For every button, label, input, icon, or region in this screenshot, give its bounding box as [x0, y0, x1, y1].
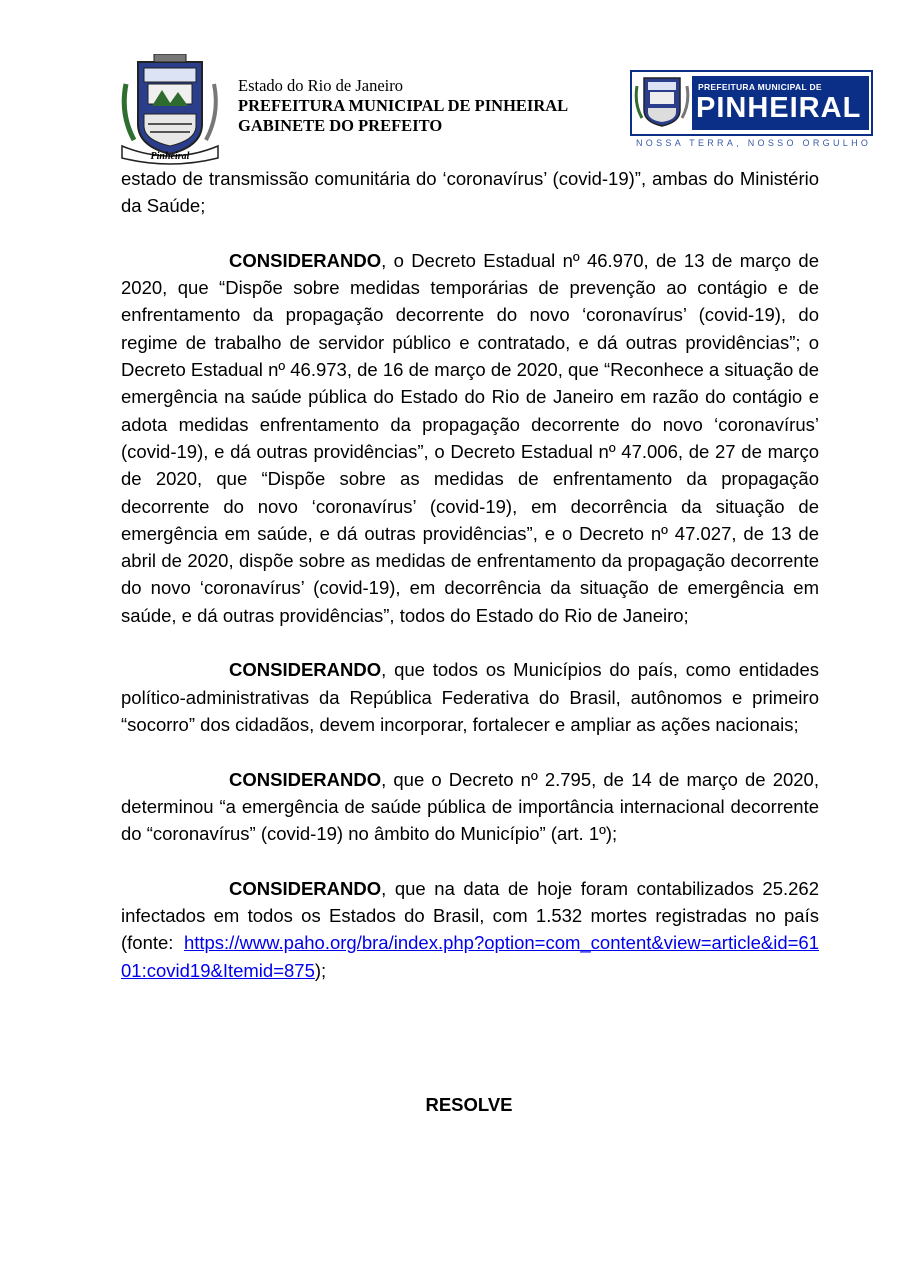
- paragraph-5: CONSIDERANDO, que na data de hoje foram contabilizados 25.262 infectados em todos os Estados do Brasil, com 1.532 mortes registradas no país (fonte: https://www.paho.org/bra/index.php?option=com_content&view=article&id=6101:covid19&Itemid=875);: [121, 877, 819, 981]
- considerando-label: CONSIDERANDO: [229, 768, 382, 790]
- municipal-coat-of-arms-icon: [118, 54, 222, 166]
- logo-wordmark-panel: [692, 76, 869, 130]
- resolve-heading: RESOLVE: [425, 1094, 513, 1115]
- letterhead: [0, 0, 905, 165]
- logo-prefix: PREFEITURA MUNICIPAL DE: [698, 82, 822, 92]
- considerando-label: CONSIDERANDO: [229, 249, 382, 271]
- paho-source-link[interactable]: https://www.paho.org/bra/index.php?option=com_content&view=article&id=6101:covid19&Itemid=875: [121, 932, 819, 981]
- letterhead-text: [238, 76, 568, 136]
- state-name: Estado do Rio de Janeiro: [238, 76, 403, 95]
- logo-slogan: NOSSA TERRA, NOSSO ORGULHO: [636, 138, 872, 148]
- crest-banner-text: Pinheiral: [150, 151, 190, 162]
- paragraph-3: CONSIDERANDO, que todos os Municípios do país, como entidades político-administrativas da República Federativa do Brasil, autônomos e primeiro “socorro” dos cidadãos, devem incorporar, fortalecer e ampliar as ações nacionais;: [121, 659, 819, 735]
- office-name: GABINETE DO PREFEITO: [238, 116, 443, 135]
- paragraph-1: estado de transmissão comunitária do ‘coronavírus’ (covid-19)”, ambas do Ministério da Saúde;: [121, 168, 819, 217]
- logo-name: PINHEIRAL: [696, 92, 862, 124]
- considerando-label: CONSIDERANDO: [229, 877, 382, 899]
- logo-crest-icon: [634, 72, 690, 132]
- paragraph-4: CONSIDERANDO, que o Decreto nº 2.795, de 14 de março de 2020, determinou “a emergência de saúde pública de importância internacional decorrente do “coronavírus” (covid-19) no âmbito do Município” (art. 1º);: [121, 768, 819, 845]
- document-body: [121, 165, 819, 984]
- considerando-label: CONSIDERANDO: [229, 659, 382, 681]
- paragraph-2: CONSIDERANDO, o Decreto Estadual nº 46.970, de 13 de março de 2020, que “Dispõe sobre medidas temporárias de prevenção ao contágio e de enfrentamento da propagação decorrente do novo ‘coronavírus’ (covid-19), do regime de trabalho de servidor público e contratado, e dá outras providências”; o Decreto Estadual nº 46.973, de 16 de março de 2020, que “Reconhece a situação de emergência na saúde pública do Estado do Rio de Janeiro em razão do contágio e adota medidas enfrentamento da propagação decorrente do novo ‘coronavírus’ (covid-19), e dá outras providências”, o Decreto Estadual nº 47.006, de 27 de março de 2020, que “Dispõe sobre as medidas de enfrentamento da propagação decorrente do novo ‘coronavírus’ (covid-19), em decorrência da situação de emergência em saúde, e dá outras providências”, e o Decreto nº 47.027, de 13 de abril de 2020, dispõe sobre as medidas de enfrentamento da propagação decorrente do novo ‘coronavírus’ (covid-19), em decorrência da situação de emergência em saúde, e dá outras providências”, todos do Estado do Rio de Janeiro;: [121, 249, 819, 626]
- prefecture-name: PREFEITURA MUNICIPAL DE PINHEIRAL: [238, 96, 569, 115]
